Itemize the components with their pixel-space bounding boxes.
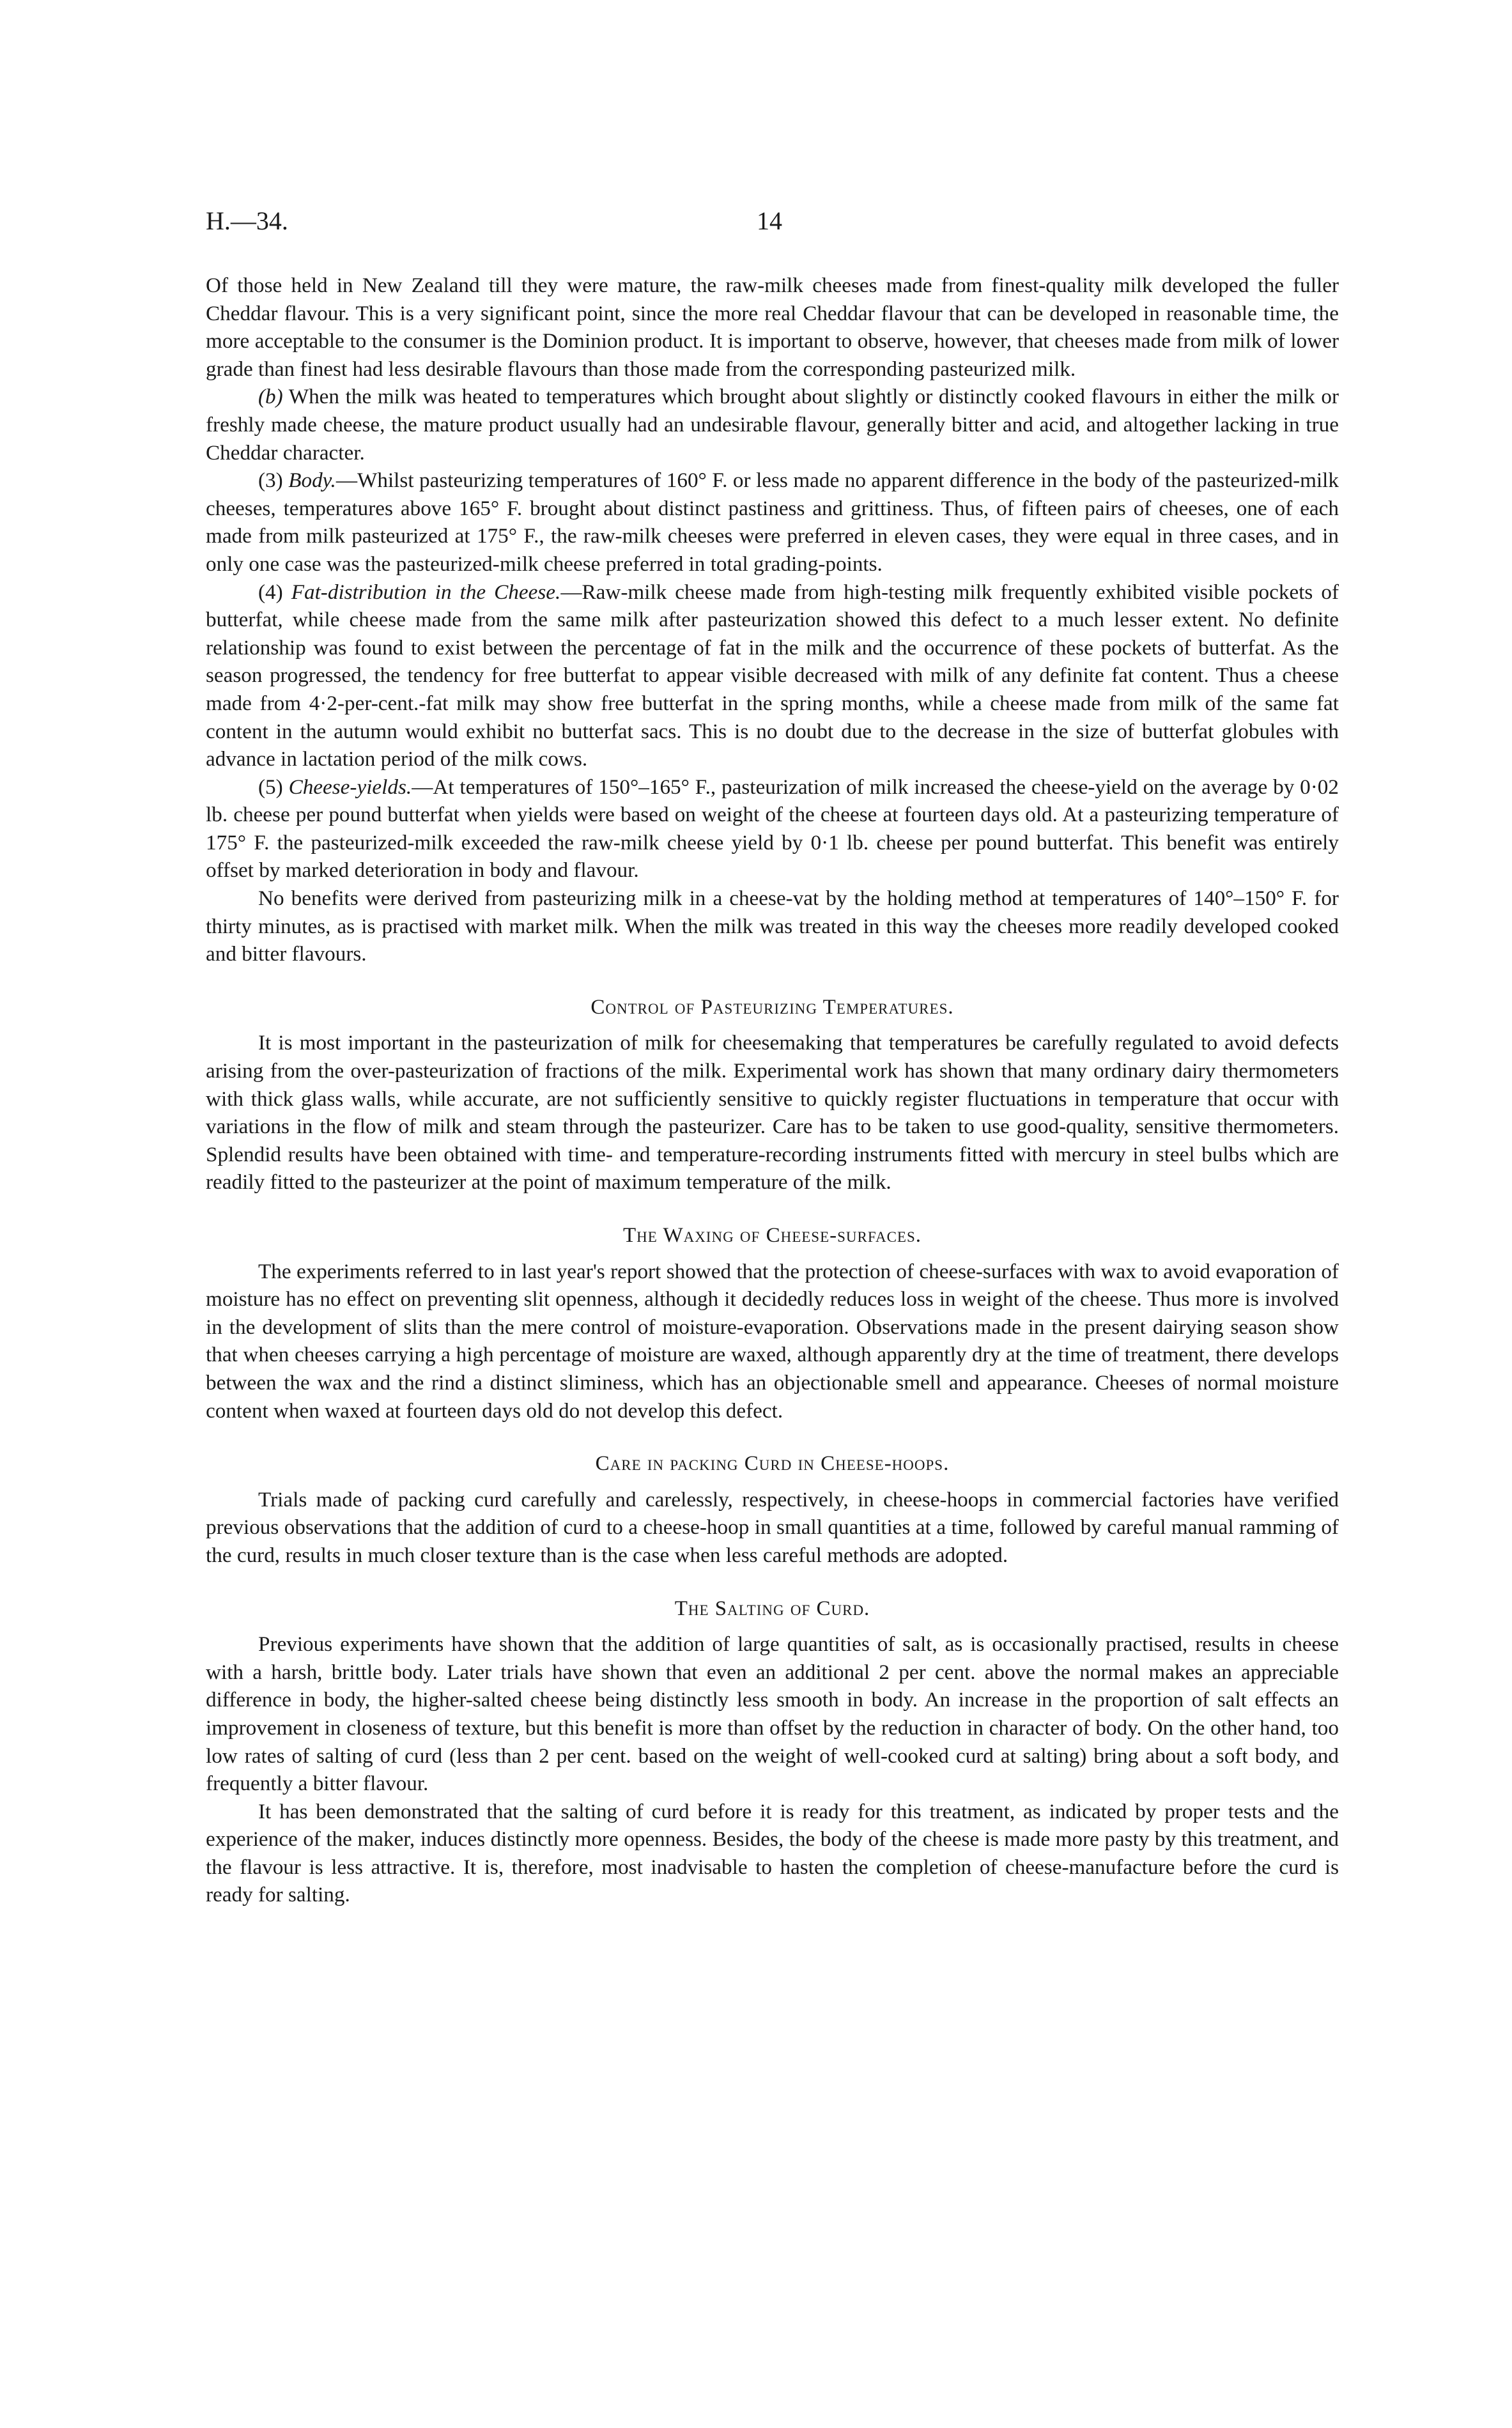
- paragraph-body-number: (3): [258, 468, 289, 493]
- section-waxing-text: The experiments referred to in last year's report showed that the protection of cheese-surfaces with wax to avoid evaporation of moisture has no effect on preventing slit openness, although it decidedly reduces loss in weight of the cheese. Thus more is involved in the development of slits than the mere control of moisture-evaporation. Observations made in the present dairying season show that when cheeses carrying a high percentage of moisture are waxed, although apparently dry at the time of treatment, there develops between the wax and the rind a distinct sliminess, which has an objectionable smell and appearance. Cheeses of normal moisture content when waxed at fourteen days old do not develop this defect.: [206, 1259, 1339, 1423]
- section-heading-waxing: The Waxing of Cheese-surfaces.: [622, 1224, 922, 1247]
- section-salting-text-1: Previous experiments have shown that the addition of large quantities of salt, as is occasionally practised, results in cheese with a harsh, brittle body. Later trials have shown that even an additional 2 per cent. above the normal makes an appreciable difference in body, the higher-salted cheese being distinctly less smooth in body. An increase in the proportion of salt effects an improvement in closeness of texture, but this benefit is more than offset by the reduction in character of body. On the other hand, too low rates of salting of curd (less than 2 per cent. based on the weight of well-cooked curd at salting) bring about a soft body, and frequently a bitter flavour.: [206, 1632, 1339, 1796]
- paragraph-b-text: When the milk was heated to temperatures which brought about slightly or distinctly cooked flavours in either the milk or freshly made cheese, the mature product usually had an undesirable flavour, generally bitter and acid, and altogether lacking in true Cheddar character.: [206, 385, 1339, 465]
- paragraph-fat-text: —Raw-milk cheese made from high-testing milk frequently exhibited visible pockets of butterfat, while cheese made from the same milk after pasteurization showed this defect to a much lesser extent. No definite relationship was found to exist between the percentage of fat in the milk and the occurrence of these pockets of butterfat. As the season progressed, the tendency for free butterfat to appear visible decreased with milk of any definite fat content. Thus a cheese made from 4·2-per-cent.-fat milk may show free butterfat in the spring months, while a cheese made from milk of the same fat content in the autumn would exhibit no butterfat sacs. This is no doubt due to the decrease in the size of butterfat globules with advance in lactation period of the milk cows.: [206, 580, 1339, 771]
- section-salting-text-2: It has been demonstrated that the salting of curd before it is ready for this treatment, as indicated by proper tests and the experience of the maker, induces distinctly more openness. Besides, the body of the cheese is made more pasty by this treatment, and the flavour is less attractive. It is, therefore, most inadvisable to hasten the completion of cheese-manufacture before the curd is ready for salting.: [206, 1799, 1339, 1907]
- section-heading-packing: Care in packing Curd in Cheese-hoops.: [595, 1452, 950, 1476]
- paragraph-body-text: —Whilst pasteurizing temperatures of 160° F. or less made no apparent difference in the body of the pasteurized-milk cheeses, temperatures above 165° F. brought about distinct pastiness and grittiness. Thus, of fifteen pairs of cheeses, one of each made from milk pasteurized at 175° F., the raw-milk cheeses were preferred in eleven cases, they were equal in three cases, and in only one case was the pasteurized-milk cheese preferred in total grading-points.: [206, 468, 1339, 576]
- paragraph-yields-number: (5): [258, 775, 289, 799]
- paragraph-b-lead: (b): [258, 385, 283, 409]
- paragraph-body-title: Body.: [288, 468, 336, 493]
- paragraph-no-benefits: No benefits were derived from pasteurizing milk in a cheese-vat by the holding method at temperatures of 140°–150° F. for thirty minutes, as is practised with market milk. When the milk was treated in this way the cheeses more readily developed cooked and bitter flavours.: [206, 886, 1339, 966]
- page-number: 14: [757, 206, 782, 235]
- paragraph-fat-title: Fat-distribution in the Cheese.: [291, 580, 561, 604]
- paragraph-yields-title: Cheese-yields.: [288, 775, 412, 799]
- document-reference: H.—34.: [206, 206, 288, 235]
- paragraph-continuation: Of those held in New Zealand till they were mature, the raw-milk cheeses made from finest-quality milk developed the fuller Cheddar flavour. This is a very significant point, since the more real Cheddar flavour that can be developed in reasonable time, the more acceptable to the consumer is the Dominion product. It is important to observe, however, that cheeses made from milk of lower grade than finest had less desirable flavours than those made from the corresponding pasteurized milk.: [206, 274, 1339, 381]
- section-heading-salting: The Salting of Curd.: [674, 1597, 870, 1620]
- section-heading-control: Control of Pasteurizing Temperatures.: [590, 995, 954, 1019]
- paragraph-fat-distribution: [206, 578, 1339, 773]
- section-packing-text: Trials made of packing curd carefully and carelessly, respectively, in cheese-hoops in commercial factories have verified previous observations that the addition of curd to a cheese-hoop in small quantities at a time, followed by careful manual ramming of the curd, results in much closer texture than is the case when less careful methods are adopted.: [206, 1487, 1339, 1567]
- paragraph-cheese-yields: [206, 773, 1339, 885]
- paragraph-fat-number: (4): [258, 580, 291, 604]
- section-control-text: It is most important in the pasteurization of milk for cheesemaking that temperatures be carefully regulated to avoid defects arising from the over-pasteurization of fractions of the milk. Experimental work has shown that many ordinary dairy thermometers with thick glass walls, while accurate, are not sufficiently sensitive to quickly register fluctuations in temperature that occur with variations in the flow of milk and steam through the pasteurizer. Care has to be taken to use good-quality, sensitive thermometers. Splendid results have been obtained with time- and temperature-recording instruments fitted with mercury in steel bulbs which are readily fitted to the pasteurizer at the point of maximum temperature of the milk.: [206, 1031, 1339, 1195]
- paragraph-body: [206, 467, 1339, 578]
- paragraph-b: [206, 383, 1339, 467]
- page-body: [206, 272, 1339, 1909]
- paragraph-yields-text: —At temperatures of 150°–165° F., pasteurization of milk increased the cheese-yield on the average by 0·02 lb. cheese per pound butterfat when yields were based on weight of the cheese at fourteen days old. At a pasteurizing temperature of 175° F. the pasteurized-milk exceeded the raw-milk cheese yield by 0·1 lb. cheese per pound butterfat. This benefit was entirely offset by marked deterioration in body and flavour.: [206, 775, 1339, 883]
- page-header: [206, 206, 1339, 244]
